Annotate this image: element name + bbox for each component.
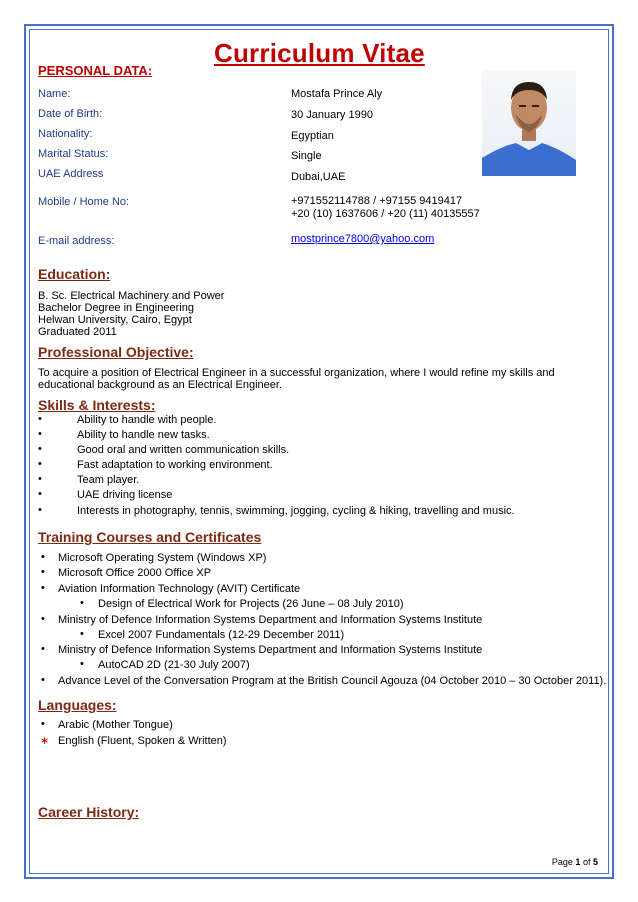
- bullet-star-icon: ∗: [40, 735, 50, 747]
- marital-status-label: Marital Status:: [38, 148, 109, 160]
- languages-heading: Languages:: [38, 697, 117, 713]
- training-item: Design of Electrical Work for Projects (26 June – 08 July 2010): [98, 598, 404, 610]
- skill-item: Good oral and written communication skills.: [77, 444, 290, 456]
- name-label: Name:: [38, 88, 71, 100]
- profile-photo: [482, 70, 576, 176]
- education-line: Helwan University, Cairo, Egypt: [38, 314, 192, 326]
- bullet-icon: •: [41, 551, 45, 563]
- skill-item: UAE driving license: [77, 489, 173, 501]
- education-heading: Education:: [38, 266, 111, 282]
- education-line: Graduated 2011: [38, 326, 117, 338]
- uae-address-label: UAE Address: [38, 168, 104, 180]
- bullet-icon: •: [38, 413, 42, 425]
- bullet-icon: •: [80, 628, 84, 640]
- training-item: AutoCAD 2D (21-30 July 2007): [98, 659, 250, 671]
- bullet-icon: •: [80, 658, 84, 670]
- education-line: Bachelor Degree in Engineering: [38, 302, 194, 314]
- language-item: English (Fluent, Spoken & Written): [58, 735, 227, 747]
- email-link[interactable]: mostprince7800@yahoo.com: [291, 233, 435, 245]
- training-item: Ministry of Defence Information Systems Department and Information Systems Institute: [58, 644, 483, 656]
- uae-address-value: Dubai,UAE: [291, 171, 346, 183]
- personal-data-heading: PERSONAL DATA:: [38, 63, 153, 78]
- nationality-label: Nationality:: [38, 128, 93, 140]
- marital-status-value: Single: [291, 150, 322, 162]
- bullet-icon: •: [38, 504, 42, 516]
- bullet-icon: •: [38, 428, 42, 440]
- bullet-icon: •: [41, 718, 45, 730]
- language-item: Arabic (Mother Tongue): [58, 719, 173, 731]
- skills-heading: Skills & Interests:: [38, 397, 156, 413]
- dob-label: Date of Birth:: [38, 108, 103, 120]
- phone-line-1: +971552114788 / +97155 9419417: [291, 195, 463, 207]
- bullet-icon: •: [41, 566, 45, 578]
- bullet-icon: •: [41, 674, 45, 686]
- bullet-icon: •: [80, 597, 84, 609]
- skill-item: Team player.: [77, 474, 140, 486]
- of-word: of: [582, 857, 591, 867]
- email-label: E-mail address:: [38, 235, 115, 247]
- training-item: Microsoft Office 2000 Office XP: [58, 567, 212, 579]
- page-current: 1: [575, 857, 581, 867]
- page-number: [552, 857, 598, 867]
- training-item: Microsoft Operating System (Windows XP): [58, 552, 267, 564]
- name-value: Mostafa Prince Aly: [291, 88, 383, 100]
- training-heading: Training Courses and Certificates: [38, 529, 262, 545]
- page-total: 5: [592, 857, 598, 867]
- bullet-icon: •: [38, 443, 42, 455]
- skill-item: Fast adaptation to working environment.: [77, 459, 273, 471]
- bullet-icon: •: [38, 473, 42, 485]
- dob-value: 30 January 1990: [291, 109, 373, 121]
- objective-heading: Professional Objective:: [38, 344, 194, 360]
- training-item: Aviation Information Technology (AVIT) Certificate: [58, 583, 301, 595]
- skill-item: Ability to handle with people.: [77, 414, 217, 426]
- training-item: Ministry of Defence Information Systems Department and Information Systems Institute: [58, 614, 483, 626]
- bullet-icon: •: [41, 582, 45, 594]
- training-item: Advance Level of the Conversation Program at the British Council Agouza (04 October 2010 – 30 October 2011).: [58, 675, 607, 687]
- bullet-icon: •: [38, 458, 42, 470]
- objective-text-line-2: educational background as an Electrical Engineer.: [38, 379, 282, 391]
- bullet-icon: •: [38, 488, 42, 500]
- phone-label: Mobile / Home No:: [38, 196, 130, 208]
- skill-item: Ability to handle new tasks.: [77, 429, 210, 441]
- training-item: Excel 2007 Fundamentals (12-29 December 2011): [98, 629, 345, 641]
- career-history-heading: Career History:: [38, 804, 140, 820]
- nationality-value: Egyptian: [291, 130, 334, 142]
- document-title: Curriculum Vitae: [214, 38, 425, 68]
- skill-item: Interests in photography, tennis, swimming, jogging, cycling & hiking, travelling and music.: [77, 505, 515, 517]
- bullet-icon: •: [41, 613, 45, 625]
- objective-text-line-1: To acquire a position of Electrical Engineer in a successful organization, where I would refine my skills and: [38, 367, 555, 379]
- page-word: Page: [551, 857, 573, 867]
- bullet-icon: •: [41, 643, 45, 655]
- phone-line-2: +20 (10) 1637606 / +20 (11) 40135557: [291, 208, 480, 220]
- education-line: B. Sc. Electrical Machinery and Power: [38, 290, 225, 302]
